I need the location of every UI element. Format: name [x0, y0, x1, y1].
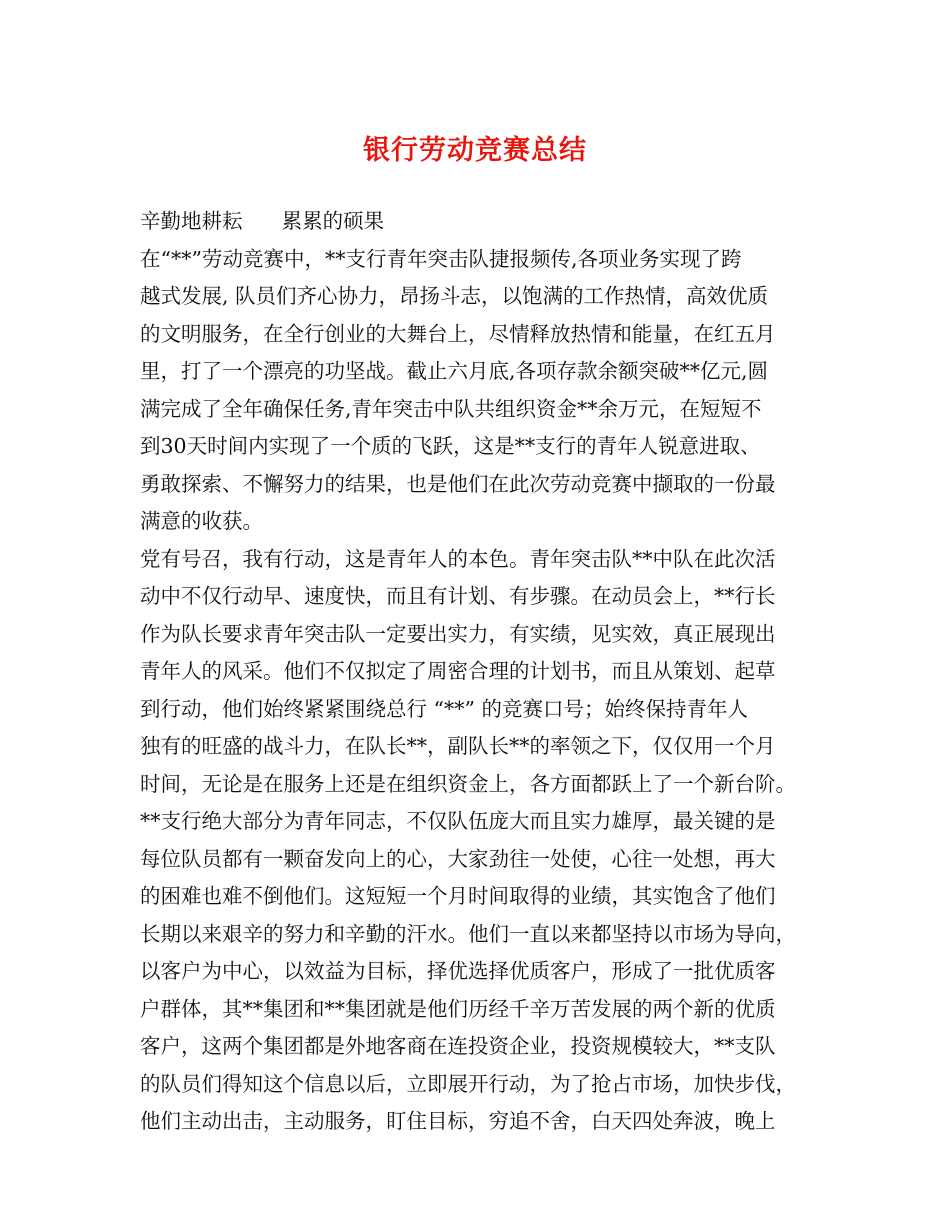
- text-line: 以客户为中心，以效益为目标，择优选择优质客户，形成了一批优质客: [140, 959, 776, 983]
- text-line: 户群体，其**集团和**集团就是他们历经千辛万苦发展的两个新的优质: [140, 996, 776, 1021]
- text-line: 到行动，他们始终紧紧围绕总行 “**” 的竞赛口号；始终保持青年人: [140, 696, 748, 721]
- text-line: 越式发展, 队员们齐心协力，昂扬斗志，以饱满的工作热情，高效优质: [140, 284, 769, 308]
- text-line: 里，打了一个漂亮的功坚战。截止六月底,各项存款余额突破**亿元,圆: [140, 359, 769, 383]
- text-line: 青年人的风采。他们不仅拟定了周密合理的计划书，而且从策划、起草: [140, 659, 776, 683]
- text-line: 辛勤地耕耘 累累的硕果: [140, 209, 385, 233]
- document-title: 银行劳动竞赛总结: [363, 135, 587, 166]
- text-line: 勇敢探索、不懈努力的结果，也是他们在此次劳动竞赛中撷取的一份最: [140, 471, 776, 496]
- text-line: 在“**”劳动竞赛中，**支行青年突击队捷报频传,各项业务实现了跨: [140, 246, 742, 271]
- document-body: [140, 203, 820, 1141]
- text-line: 每位队员都有一颗奋发向上的心，大家劲往一处使，心往一处想，再大: [140, 846, 776, 871]
- text-line: 作为队长要求青年突击队一定要出实力，有实绩，见实效，真正展现出: [140, 621, 776, 646]
- text-line: 满完成了全年确保任务,青年突击中队共组织资金**余万元，在短短不: [140, 396, 762, 421]
- text-line: 动中不仅行动早、速度快，而且有计划、有步骤。在动员会上，**行长: [140, 584, 776, 608]
- text-line: 的队员们得知这个信息以后，立即展开行动，为了抢占市场，加快步伐，: [140, 1071, 796, 1096]
- text-line: 的文明服务，在全行创业的大舞台上，尽情释放热情和能量，在红五月: [140, 321, 776, 346]
- text-line: 满意的收获。: [140, 509, 263, 533]
- text-line: 到30天时间内实现了一个质的飞跃，这是**支行的青年人锐意进取、: [140, 434, 761, 458]
- text-line: 客户，这两个集团都是外地客商在连投资企业，投资规模较大，**支队: [140, 1034, 776, 1058]
- text-line: 时间，无论是在服务上还是在组织资金上，各方面都跃上了一个新台阶。: [140, 771, 796, 796]
- text-line: **支行绝大部分为青年同志，不仅队伍庞大而且实力雄厚，最关键的是: [140, 809, 776, 833]
- text-line: 他们主动出击，主动服务，盯住目标，穷追不舍，白天四处奔波，晚上: [140, 1109, 776, 1133]
- text-line: 独有的旺盛的战斗力，在队长**，副队长**的率领之下，仅仅用一个月: [140, 734, 776, 758]
- text-line: 的困难也难不倒他们。这短短一个月时间取得的业绩，其实饱含了他们: [140, 884, 776, 908]
- text-line: 党有号召，我有行动，这是青年人的本色。青年突击队**中队在此次活: [140, 546, 776, 571]
- text-line: 长期以来艰辛的努力和辛勤的汗水。他们一直以来都坚持以市场为导向，: [140, 921, 796, 946]
